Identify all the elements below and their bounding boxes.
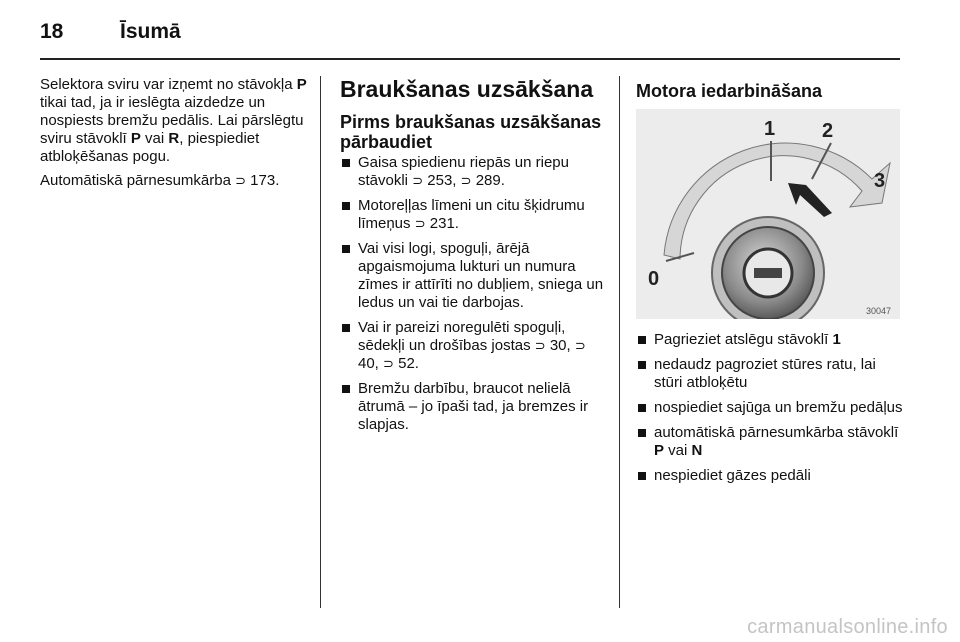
text-run: Pagrieziet atslēgu stāvoklī — [654, 331, 833, 348]
text-run: nospiediet sajūga un bremžu pedāļus — [654, 399, 903, 416]
text-run: 173. — [246, 172, 280, 189]
text-run: Automātiskā pārnesumkārba — [40, 172, 236, 189]
text-run: tikai tad, ja ir ieslēgta aizdedze un nospiests bremžu pedālis. Lai pārslēgtu sviru stāvoklī — [40, 94, 304, 147]
list-item — [636, 356, 904, 392]
list-item — [636, 424, 904, 460]
text-run: 40, — [358, 355, 384, 372]
list-item — [340, 154, 608, 190]
column-middle — [340, 76, 608, 441]
text-run: Gaisa spiedienu riepās un riepu stāvokli — [358, 154, 569, 189]
key-slot — [754, 268, 782, 278]
text-run: vai — [664, 442, 692, 459]
column-divider-1 — [320, 76, 321, 608]
checklist — [340, 154, 608, 434]
text-run: Selektora sviru var izņemt no stāvokļa — [40, 76, 297, 93]
text-run: Motoreļļas līmeni un citu šķidrumu līmeņus — [358, 197, 585, 232]
text-run: R — [168, 130, 180, 147]
text-run: 289. — [471, 172, 505, 189]
paragraph-selector-lever — [40, 76, 308, 166]
watermark: carmanualsonline.info — [747, 616, 948, 638]
text-run: nedaudz pagroziet stūres ratu, lai stūri atbloķētu — [654, 356, 876, 391]
column-left — [40, 76, 308, 196]
engine-start-steps — [636, 331, 904, 485]
page-ref-icon: ⊃ — [414, 216, 426, 231]
page-title: Īsumā — [120, 20, 181, 43]
list-item — [636, 331, 904, 349]
page-ref-icon: ⊃ — [383, 356, 394, 371]
subsection-heading: Pirms braukšanas uzsākšanas pārbaudiet — [340, 112, 602, 152]
page-ref-icon: ⊃ — [574, 338, 586, 353]
section-heading: Braukšanas uzsākšana — [340, 76, 594, 102]
text-run: 253, — [423, 172, 461, 189]
text-run: 52. — [393, 355, 419, 372]
text-run: 231. — [425, 215, 459, 232]
text-run: P — [296, 76, 307, 93]
figure-label-3: 3 — [874, 170, 886, 192]
paragraph-automatic-gearbox-ref — [40, 172, 308, 190]
column-divider-2 — [619, 76, 620, 608]
text-run: , piespiediet atbloķēšanas pogu. — [40, 130, 260, 165]
text-run: Vai visi logi, spoguļi, ārējā apgaismojuma lukturi un numura zīmes ir attīrīti no dubļiem, sniega un ledus un vai tie darbojas. — [358, 240, 604, 311]
ignition-figure — [636, 109, 900, 319]
list-item — [340, 380, 608, 434]
header-divider — [40, 58, 900, 60]
page-number: 18 — [40, 20, 64, 43]
section-heading-engine-start: Motora iedarbināšana — [636, 81, 823, 101]
text-run: N — [691, 442, 703, 459]
list-item — [340, 319, 608, 373]
start-arrow — [788, 183, 832, 217]
text-run: P — [130, 130, 141, 147]
figure-label-0: 0 — [648, 268, 660, 290]
page-ref-icon: ⊃ — [534, 338, 546, 353]
column-right-list — [636, 331, 904, 492]
list-item — [636, 399, 904, 417]
text-run: 30, — [545, 337, 575, 354]
text-run: Bremžu darbību, braucot nelielā ātrumā – jo īpaši tad, ja bremzes ir slapjas. — [358, 380, 589, 433]
page-ref-icon: ⊃ — [235, 173, 247, 188]
figure-label-1: 1 — [764, 118, 776, 140]
list-item — [636, 467, 904, 485]
list-item — [340, 240, 608, 312]
text-run: P — [654, 442, 665, 459]
figure-code: 30047 — [866, 306, 892, 316]
text-run: Vai ir pareizi noregulēti spoguļi, sēdekļi un drošības jostas — [358, 319, 566, 354]
figure-label-2: 2 — [822, 120, 834, 142]
text-run: nespiediet gāzes pedāli — [654, 467, 811, 484]
text-run: 1 — [832, 331, 841, 348]
text-run: vai — [140, 130, 169, 147]
text-run: automātiskā pārnesumkārba stāvoklī — [654, 424, 899, 441]
list-item — [340, 197, 608, 233]
page-ref-icon: ⊃ — [460, 173, 472, 188]
page-ref-icon: ⊃ — [412, 173, 424, 188]
